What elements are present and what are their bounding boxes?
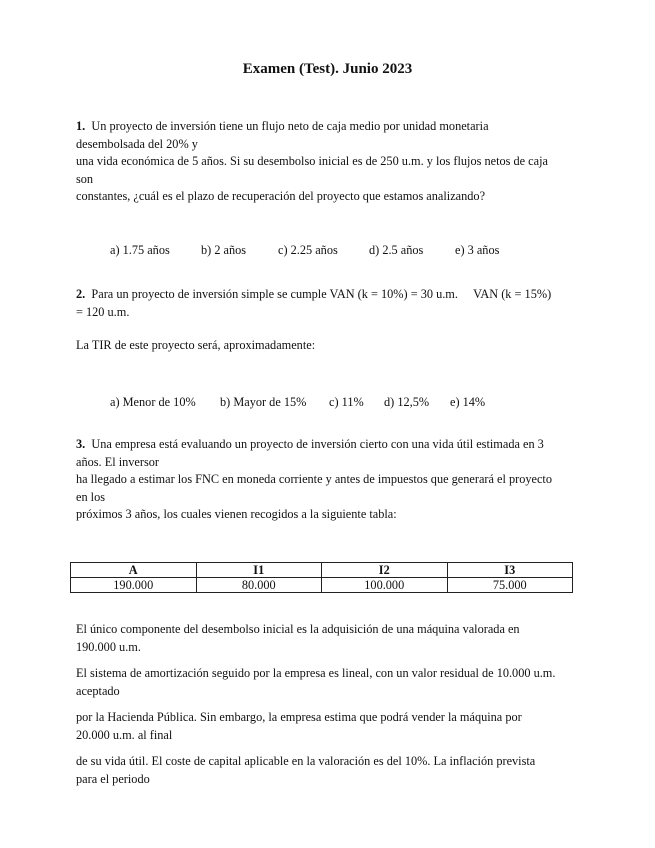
question-3-text [76,436,578,524]
q3-para-line: aceptado [76,683,120,698]
question-2-options [110,395,485,410]
q3-para-line: 20.000 u.m. al final [76,727,173,742]
q3-para-line: El único componente del desembolso inicial es la adquisición de una máquina valorada en [76,622,520,636]
q3-para-line: El sistema de amortización seguido por la empresa es lineal, con un valor residual de 10.000 u.m. [76,666,556,680]
q1-line: son [76,171,94,186]
table-cell: 100.000 [322,578,448,593]
q3-paragraph-3 [76,709,578,744]
question-2-subtext: La TIR de este proyecto será, aproximadamente: [76,338,316,352]
question-2-text [76,286,578,321]
q2-line: Para un proyecto de inversión simple se cumple VAN (k = 10%) = 30 u.m. VAN (k = 15%) [91,287,552,301]
q1-line: Un proyecto de inversión tiene un flujo neto de caja medio por unidad monetaria [91,119,489,133]
table-header-cell: I2 [322,563,448,578]
q1-line: constantes, ¿cuál es el plazo de recuperación del proyecto que estamos analizando? [76,189,486,203]
q1-option-d: d) 2.5 años [369,243,424,257]
q2-option-c: c) 11% [329,395,364,409]
q1-option-a: a) 1.75 años [110,243,170,257]
q3-line: en los [76,489,106,504]
q2-option-b: b) Mayor de 15% [220,395,307,409]
table-header-cell: I3 [447,563,573,578]
question-3-number: 3. [76,437,86,451]
q1-line: una vida económica de 5 años. Si su desembolso inicial es de 250 u.m. y los flujos netos de caja [76,154,548,168]
q1-option-c: c) 2.25 años [278,243,338,257]
table-cell: 190.000 [71,578,197,593]
q3-paragraph-4 [76,753,578,788]
q1-option-b: b) 2 años [201,243,247,257]
q3-line: ha llegado a estimar los FNC en moneda corriente y antes de impuestos que generará el proyecto [76,472,552,486]
q2-option-e: e) 14% [450,395,486,409]
q3-line: próximos 3 años, los cuales vienen recogidos a la siguiente tabla: [76,507,397,521]
q1-option-e: e) 3 años [455,243,500,257]
q3-paragraph-1 [76,621,578,656]
question-2-number: 2. [76,287,86,301]
page-title: Examen (Test). Junio 2023 [242,61,413,77]
q2-option-a: a) Menor de 10% [110,395,196,409]
q3-para-line: de su vida útil. El coste de capital aplicable en la valoración es del 10%. La inflación prevista [76,754,536,768]
table-cell: 80.000 [196,578,322,593]
q2-option-d: d) 12,5% [384,395,430,409]
table-header-row [71,563,573,578]
q1-line: desembolsada del 20% y [76,136,198,151]
question-1-text [76,118,578,206]
q2-line: = 120 u.m. [76,304,130,319]
table-row [71,578,573,593]
table-cell: 75.000 [447,578,573,593]
question-1-options [110,243,499,258]
table-header-cell: I1 [196,563,322,578]
q3-paragraph-2 [76,665,578,700]
q3-para-line: 190.000 u.m. [76,639,141,654]
table-header-cell: A [71,563,197,578]
q3-para-line: por la Hacienda Pública. Sin embargo, la empresa estima que podrá vender la máquina por [76,710,522,724]
q3-line: años. El inversor [76,454,159,469]
q3-line: Una empresa está evaluando un proyecto de inversión cierto con una vida útil estimada en 3 [91,437,544,451]
q3-para-line: para el periodo [76,771,150,786]
cash-flow-table [70,562,573,593]
question-1-number: 1. [76,119,86,133]
